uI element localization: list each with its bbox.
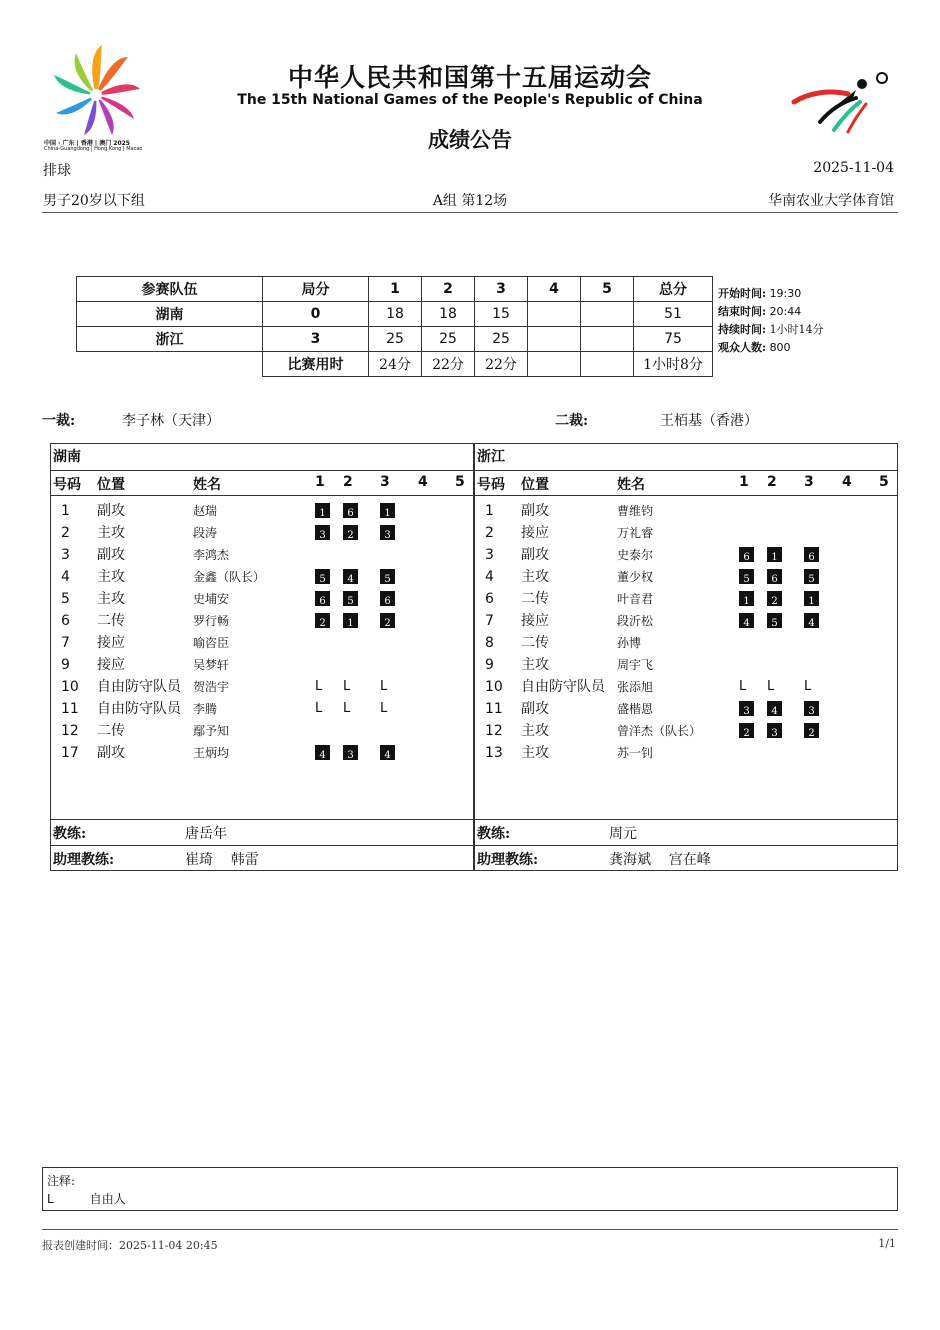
rotation-box: 4: [767, 701, 782, 716]
roster-column-header: 号码: [53, 477, 81, 493]
team-name: 浙江: [77, 327, 263, 352]
spectators: [718, 339, 824, 357]
rotation-box: 2: [739, 723, 754, 738]
libero-mark: L: [315, 701, 323, 716]
rotation-box: 5: [380, 569, 395, 584]
assistant-coach-names: 龚海斌 宫在峰: [609, 852, 711, 868]
score-header-row: [77, 277, 713, 302]
player-number: 2: [61, 525, 70, 541]
rotation-box: 4: [804, 613, 819, 628]
assistant-coach-label: 助理教练:: [477, 852, 539, 868]
score-header-set: 5: [581, 277, 634, 302]
libero-mark: L: [315, 679, 323, 694]
player-position: 自由防守队员: [97, 701, 181, 717]
roster-column-header: 3: [380, 474, 390, 490]
coach-divider: [475, 819, 897, 820]
libero-mark: L: [380, 679, 388, 694]
player-position: 副攻: [521, 701, 549, 717]
player-number: 11: [61, 701, 79, 717]
score-row: [77, 302, 713, 327]
player-row: [51, 588, 473, 610]
player-row: [51, 522, 473, 544]
score-row: [77, 327, 713, 352]
rotation-box: 2: [767, 591, 782, 606]
set-score: 15: [475, 302, 528, 327]
player-number: 1: [61, 503, 70, 519]
rotation-box: 5: [315, 569, 330, 584]
player-number: 6: [61, 613, 70, 629]
roster-column-header: 4: [418, 474, 428, 490]
set-score: [528, 302, 581, 327]
libero-mark: L: [343, 679, 351, 694]
end-time: [718, 303, 824, 321]
header-divider: [475, 495, 897, 496]
player-position: 主攻: [521, 723, 549, 739]
spectators-label: 观众人数:: [718, 341, 767, 354]
end-time-value: 20:44: [769, 305, 802, 318]
roster-column-header: 姓名: [617, 477, 645, 493]
rotation-box: 3: [767, 723, 782, 738]
player-number: 17: [61, 745, 79, 761]
first-referee: 李子林（天津）: [122, 413, 220, 429]
player-number: 10: [61, 679, 79, 695]
rotation-box: 1: [804, 591, 819, 606]
player-position: 接应: [521, 613, 549, 629]
score-header-set: 1: [369, 277, 422, 302]
duration-value: 1小时14分: [769, 323, 824, 336]
player-row: [51, 632, 473, 654]
player-name: 史泰尔: [617, 548, 654, 562]
sport-name: 排球: [43, 163, 71, 179]
duration-label: 比赛用时: [263, 352, 369, 377]
player-row: [51, 698, 473, 720]
report-created: 报表创建时间：2025-11-04 20:45: [42, 1239, 218, 1252]
set-score: 18: [422, 302, 475, 327]
player-number: 13: [485, 745, 503, 761]
total-duration: 1小时8分: [634, 352, 713, 377]
player-number: 9: [61, 657, 70, 673]
player-name: 李鸿杰: [193, 548, 230, 562]
set-duration: [581, 352, 634, 377]
player-name: 周宇飞: [617, 658, 654, 672]
rotation-box: 1: [739, 591, 754, 606]
set-score: 25: [369, 327, 422, 352]
player-name: 曾洋杰（队长）: [617, 724, 702, 738]
coach-name: 唐岳年: [185, 826, 227, 842]
rotation-box: 3: [315, 525, 330, 540]
player-row: [51, 720, 473, 742]
total-score: 75: [634, 327, 713, 352]
player-position: 主攻: [521, 657, 549, 673]
rotation-box: 6: [315, 591, 330, 606]
player-number: 10: [485, 679, 503, 695]
player-position: 二传: [97, 613, 125, 629]
rotation-box: 4: [380, 745, 395, 760]
team-roster-zhejiang: [474, 443, 898, 871]
rotation-box: 2: [380, 613, 395, 628]
player-position: 接应: [97, 635, 125, 651]
coach-label: 教练:: [53, 826, 87, 842]
player-name: 吴梦轩: [193, 658, 230, 672]
total-score: 51: [634, 302, 713, 327]
player-row: [51, 676, 473, 698]
coach-divider: [51, 845, 473, 846]
page-title: 成绩公告: [428, 127, 512, 152]
player-name: 史埔安: [193, 592, 230, 606]
roster-column-header: 5: [455, 474, 465, 490]
player-name: 罗行畅: [193, 614, 230, 628]
player-name: 曹维钧: [617, 504, 654, 518]
player-name: 段沂松: [617, 614, 654, 628]
notes-label: 注释:: [47, 1174, 76, 1188]
roster-column-header: 位置: [521, 477, 549, 493]
player-name: 喻咨臣: [193, 636, 230, 650]
player-number: 6: [485, 591, 494, 607]
roster-column-header: 3: [804, 474, 814, 490]
rotation-box: 6: [380, 591, 395, 606]
player-position: 接应: [97, 657, 125, 673]
roster-column-header: 姓名: [193, 477, 221, 493]
player-row: [51, 500, 473, 522]
player-row: [475, 742, 897, 764]
coach-label: 教练:: [477, 826, 511, 842]
player-row: [51, 654, 473, 676]
player-name: 金鑫（队长）: [193, 570, 266, 584]
team-name: 湖南: [77, 302, 263, 327]
footer-divider: [42, 1229, 898, 1230]
duration-label: 持续时间:: [718, 323, 767, 336]
roster-column-header: 1: [315, 474, 325, 490]
player-name: 王炳均: [193, 746, 230, 760]
rotation-box: 4: [315, 745, 330, 760]
rotation-box: 3: [343, 745, 358, 760]
roster-column-header: 5: [879, 474, 889, 490]
page-number: 1/1: [878, 1237, 896, 1250]
player-row: [475, 522, 897, 544]
player-row: [475, 610, 897, 632]
player-row: [475, 654, 897, 676]
player-name: 赵瑞: [193, 504, 218, 518]
start-time: [718, 285, 824, 303]
rotation-box: 3: [380, 525, 395, 540]
rotation-box: 6: [739, 547, 754, 562]
player-position: 副攻: [97, 547, 125, 563]
notes-key: L: [47, 1192, 54, 1206]
group-match: A组 第12场: [432, 193, 508, 209]
start-time-value: 19:30: [769, 287, 802, 300]
second-referee-label: 二裁:: [555, 413, 589, 429]
set-duration: 24分: [369, 352, 422, 377]
rotation-box: 4: [343, 569, 358, 584]
rotation-box: 2: [315, 613, 330, 628]
player-name: 孙博: [617, 636, 642, 650]
player-name: 万礼睿: [617, 526, 654, 540]
set-score: 25: [475, 327, 528, 352]
player-number: 4: [485, 569, 494, 585]
player-position: 自由防守队员: [97, 679, 181, 695]
rotation-box: 4: [739, 613, 754, 628]
first-referee-label: 一裁:: [42, 413, 76, 429]
roster-column-header: 2: [343, 474, 353, 490]
score-header-team: 参赛队伍: [77, 277, 263, 302]
team-roster-hunan: [50, 443, 474, 871]
player-position: 副攻: [521, 547, 549, 563]
player-number: 11: [485, 701, 503, 717]
set-duration: 22分: [475, 352, 528, 377]
rotation-box: 5: [804, 569, 819, 584]
games-title-en: The 15th National Games of the People's Republic of China: [237, 92, 703, 108]
rotation-box: 6: [343, 503, 358, 518]
score-header-set: 2: [422, 277, 475, 302]
coach-divider: [51, 819, 473, 820]
score-table: [76, 276, 713, 377]
set-score: 18: [369, 302, 422, 327]
player-row: [475, 544, 897, 566]
player-row: [51, 566, 473, 588]
set-score: [528, 327, 581, 352]
set-score: [581, 327, 634, 352]
player-number: 8: [485, 635, 494, 651]
player-position: 主攻: [97, 591, 125, 607]
libero-mark: L: [343, 701, 351, 716]
player-number: 12: [485, 723, 503, 739]
score-header-set: 4: [528, 277, 581, 302]
second-referee: 王栢基（香港）: [660, 413, 758, 429]
player-row: [475, 500, 897, 522]
roster-column-header: 号码: [477, 477, 505, 493]
logo-text: 中国 · 广东 | 香港 | 澳门 2025: [44, 140, 130, 147]
player-number: 3: [61, 547, 70, 563]
start-time-label: 开始时间:: [718, 287, 767, 300]
rotation-box: 1: [315, 503, 330, 518]
venue: 华南农业大学体育馆: [768, 193, 894, 209]
player-row: [51, 742, 473, 764]
player-number: 1: [485, 503, 494, 519]
category: 男子20岁以下组: [43, 193, 145, 209]
match-info: [718, 285, 824, 357]
player-position: 二传: [521, 591, 549, 607]
player-position: 主攻: [97, 569, 125, 585]
roster-column-header: 4: [842, 474, 852, 490]
team-header: 浙江: [475, 444, 897, 471]
notes-meaning: 自由人: [89, 1192, 126, 1206]
assistant-coach-names: 崔琦 韩雷: [185, 852, 259, 868]
roster-column-header: 2: [767, 474, 777, 490]
player-name: 叶音君: [617, 592, 654, 606]
player-position: 副攻: [521, 503, 549, 519]
roster-column-header: 位置: [97, 477, 125, 493]
set-score: 25: [422, 327, 475, 352]
player-position: 主攻: [521, 569, 549, 585]
rotation-box: 6: [804, 547, 819, 562]
player-position: 二传: [521, 635, 549, 651]
header-divider: [42, 212, 898, 213]
rotation-box: 3: [739, 701, 754, 716]
player-position: 自由防守队员: [521, 679, 605, 695]
header-divider: [51, 495, 473, 496]
player-name: 董少权: [617, 570, 654, 584]
rotation-box: 1: [343, 613, 358, 628]
libero-mark: L: [380, 701, 388, 716]
logo-subtext: China-Guangdong | Hong Kong | Macao: [44, 146, 143, 152]
libero-mark: L: [767, 679, 775, 694]
libero-mark: L: [739, 679, 747, 694]
sets-won: 0: [263, 302, 369, 327]
roster-column-header: 1: [739, 474, 749, 490]
player-position: 主攻: [521, 745, 549, 761]
player-row: [475, 588, 897, 610]
rotation-box: 1: [380, 503, 395, 518]
set-duration: 22分: [422, 352, 475, 377]
team-header: 湖南: [51, 444, 473, 471]
blank-cell: [77, 352, 263, 377]
score-header-set: 3: [475, 277, 528, 302]
player-number: 7: [61, 635, 70, 651]
player-row: [475, 720, 897, 742]
player-number: 2: [485, 525, 494, 541]
player-number: 5: [61, 591, 70, 607]
rotation-box: 5: [343, 591, 358, 606]
player-number: 3: [485, 547, 494, 563]
assistant-coach-label: 助理教练:: [53, 852, 115, 868]
player-name: 苏一钊: [617, 746, 654, 760]
end-time-label: 结束时间:: [718, 305, 767, 318]
player-position: 二传: [97, 723, 125, 739]
rotation-box: 2: [343, 525, 358, 540]
player-position: 副攻: [97, 745, 125, 761]
player-name: 段涛: [193, 526, 218, 540]
player-position: 接应: [521, 525, 549, 541]
player-number: 12: [61, 723, 79, 739]
player-number: 9: [485, 657, 494, 673]
player-name: 贺浩宇: [193, 680, 230, 694]
sets-won: 3: [263, 327, 369, 352]
player-position: 主攻: [97, 525, 125, 541]
coach-name: 周元: [609, 826, 637, 842]
rotation-box: 3: [804, 701, 819, 716]
notes-box: [42, 1167, 898, 1211]
set-duration: [528, 352, 581, 377]
set-score: [581, 302, 634, 327]
match-date: 2025-11-04: [813, 160, 894, 176]
player-name: 李腾: [193, 702, 218, 716]
player-row: [475, 676, 897, 698]
player-name: 张添旭: [617, 680, 654, 694]
notes-entry: [47, 1190, 893, 1208]
rotation-box: 2: [804, 723, 819, 738]
score-header-total: 总分: [634, 277, 713, 302]
player-position: 副攻: [97, 503, 125, 519]
games-title-cn: 中华人民共和国第十五届运动会: [287, 63, 652, 92]
spectators-value: 800: [769, 341, 791, 354]
player-row: [475, 632, 897, 654]
player-number: 7: [485, 613, 494, 629]
player-name: 鄢予知: [193, 724, 230, 738]
duration: [718, 321, 824, 339]
player-name: 盛楷恩: [617, 702, 654, 716]
player-number: 4: [61, 569, 70, 585]
score-header-sets-won: 局分: [263, 277, 369, 302]
player-row: [51, 544, 473, 566]
player-row: [475, 698, 897, 720]
rotation-box: 1: [767, 547, 782, 562]
libero-mark: L: [804, 679, 812, 694]
duration-row: [77, 352, 713, 377]
player-row: [51, 610, 473, 632]
rotation-box: 5: [767, 613, 782, 628]
rotation-box: 6: [767, 569, 782, 584]
player-row: [475, 566, 897, 588]
rotation-box: 5: [739, 569, 754, 584]
coach-divider: [475, 845, 897, 846]
